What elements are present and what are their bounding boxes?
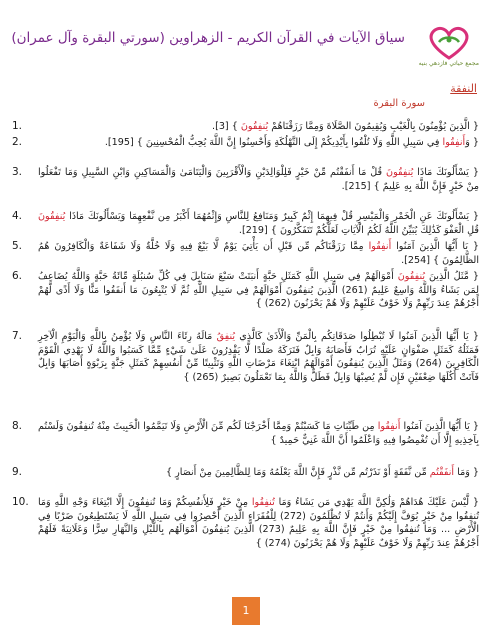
section-title: النفقة (450, 82, 477, 95)
surah-title: سورة البقرة (373, 98, 425, 109)
ayah-text (38, 496, 479, 550)
item-number: 2. (12, 136, 23, 148)
ayah-text-part: { يَا أَيُّهَا الَّذِينَ آمَنُوا لَا تُبْطِلُوا صَدَقَاتِكُم بِالْمَنِّ وَالْأَذَىٰ كَالَّذِي (235, 331, 479, 342)
ayah-text-part: مِن طَيِّبَاتِ مَا كَسَبْتُمْ وَمِمَّا أَخْرَجْنَا لَكُم مِّنَ الْأَرْضِ وَلَا تَيَمَّمُوا الْخَبِيثَ مِنْهُ تُنفِقُونَ وَلَسْتُم بِآخِذِيهِ إِلَّا أَن تُغْمِضُوا فِيهِ وَاعْلَمُوا أَنَّ اللَّهَ غَنِيٌّ حَمِيدٌ } (38, 421, 479, 446)
ayah-text-part: مَالَهُ رِئَاءَ النَّاسِ وَلَا يُؤْمِنُ بِاللَّهِ وَالْيَوْمِ الْآخِرِ فَمَثَلُهُ كَمَثَلِ صَفْوَانٍ عَلَيْهِ تُرَابٌ فَأَصَابَهُ وَابِلٌ فَتَرَكَهُ صَلْدًا لَّا يَقْدِرُونَ عَلَىٰ شَيْءٍ مِّمَّا كَسَبُوا وَاللَّهُ لَا يَهْدِي الْقَوْمَ الْكَافِرِينَ (264) وَمَثَلُ الَّذِينَ يُنفِقُونَ أَمْوَالَهُمُ ابْتِغَاءَ مَرْضَاتِ اللَّهِ وَتَثْبِيتًا مِّنْ أَنفُسِهِمْ كَمَثَلِ جَنَّةٍ بِرَبْوَةٍ أَصَابَهَا وَابِلٌ فَآتَتْ أُكُلَهَا ضِعْفَيْنِ فَإِن لَّمْ يُصِبْهَا وَابِلٌ فَطَلٌّ وَاللَّهُ بِمَا تَعْمَلُونَ بَصِيرٌ (265) } (38, 331, 479, 383)
ayah-text-part: } [3]. (212, 121, 241, 132)
highlighted-word: تُنفِقُوا (251, 497, 275, 508)
item-number: 7. (12, 330, 23, 342)
ayah-text-part: { يَا أَيُّهَا الَّذِينَ آمَنُوا (400, 421, 480, 432)
ayah-text (38, 240, 479, 267)
highlighted-word: يُنفِقُونَ (38, 211, 66, 222)
page-header (10, 22, 485, 67)
ayah-text-part: { يَسْأَلُونَكَ عَنِ الْخَمْرِ وَالْمَيْسِرِ قُلْ فِيهِمَا إِثْمٌ كَبِيرٌ وَمَنَافِعُ لِلنَّاسِ وَإِثْمُهُمَا أَكْبَرُ مِن نَّفْعِهِمَا وَيَسْأَلُونَكَ مَاذَا (65, 211, 479, 222)
ayah-text (38, 466, 479, 480)
item-number: 10. (12, 496, 29, 508)
ayah-text (38, 210, 479, 237)
ayah-text-part: أَمْوَالَهُمْ فِي سَبِيلِ اللَّهِ كَمَثَلِ حَبَّةٍ أَنبَتَتْ سَبْعَ سَنَابِلَ فِي كُلِّ سُنبُلَةٍ مِّائَةُ حَبَّةٍ وَاللَّهُ يُضَاعِفُ لِمَن يَشَاءُ وَاللَّهُ وَاسِعٌ عَلِيمٌ (261) الَّذِينَ يُنفِقُونَ أَمْوَالَهُمْ فِي سَبِيلِ اللَّهِ ثُمَّ لَا يُتْبِعُونَ مَا أَنفَقُوا مَنًّا وَلَا أَذًى لَّهُمْ أَجْرُهُمْ عِندَ رَبِّهِمْ وَلَا خَوْفٌ عَلَيْهِمْ وَلَا هُمْ يَحْزَنُونَ (262) } (38, 271, 479, 310)
ayah-text-part: { مَّثَلُ الَّذِينَ (425, 271, 479, 282)
ayah-text (38, 330, 479, 384)
ayah-text (38, 136, 479, 150)
highlighted-word: أَنفِقُوا (442, 137, 466, 148)
item-number: 5. (12, 240, 23, 252)
item-number: 6. (12, 270, 23, 282)
highlighted-word: أَنفَقْتُم (429, 467, 455, 478)
item-number: 8. (12, 420, 23, 432)
document-title: سياق الآيات في القرآن الكريم - الزهراوين (سورتي البقرة وآل عمران) (11, 30, 405, 46)
ayah-text-part: { وَمَا (454, 467, 479, 478)
ayah-text-part: { الَّذِينَ يُؤْمِنُونَ بِالْغَيْبِ وَيُقِيمُونَ الصَّلَاةَ وَمِمَّا رَزَقْنَاهُمْ (268, 121, 479, 132)
ayah-text-part: مِمَّا رَزَقْنَاكُم مِّن قَبْلِ أَن يَأْتِيَ يَوْمٌ لَّا بَيْعٌ فِيهِ وَلَا خُلَّةٌ وَلَا شَفَاعَةٌ وَالْكَافِرُونَ هُمُ الظَّالِمُونَ } [254]. (38, 241, 479, 266)
highlighted-word: يُنفِقُ (216, 331, 236, 342)
ayah-text-part: قُلِ الْعَفْوَ كَذَٰلِكَ يُبَيِّنُ اللَّهُ لَكُمُ الْآيَاتِ لَعَلَّكُمْ تَتَفَكَّرُونَ } [219]. (238, 224, 479, 236)
ayah-text-part: قُلْ مَا أَنفَقْتُم مِّنْ خَيْرٍ فَلِلْوَالِدَيْنِ وَالْأَقْرَبِينَ وَالْيَتَامَىٰ وَالْمَسَاكِينِ وَابْنِ السَّبِيلِ وَمَا تَفْعَلُوا مِنْ خَيْرٍ فَإِنَّ اللَّهَ بِهِ عَلِيمٌ } [215]. (38, 167, 479, 192)
ayah-text-part: مِنْ خَيْرٍ فَلِأَنفُسِكُمْ وَمَا تُنفِقُونَ إِلَّا ابْتِغَاءَ وَجْهِ اللَّهِ وَمَا تُنفِقُوا مِنْ خَيْرٍ يُوَفَّ إِلَيْكُمْ وَأَنتُمْ لَا تُظْلَمُونَ (272) لِلْفُقَرَاءِ الَّذِينَ أُحْصِرُوا فِي سَبِيلِ اللَّهِ لَا يَسْتَطِيعُونَ ضَرْبًا فِي الْأَرْضِ ... وَمَا تُنفِقُوا مِنْ خَيْرٍ فَإِنَّ اللَّهَ بِهِ عَلِيمٌ (273) الَّذِينَ يُنفِقُونَ أَمْوَالَهُم بِاللَّيْلِ وَالنَّهَارِ سِرًّا وَعَلَانِيَةً فَلَهُمْ أَجْرُهُمْ عِندَ رَبِّهِمْ وَلَا خَوْفٌ عَلَيْهِمْ وَلَا هُمْ يَحْزَنُونَ (274) } (38, 497, 479, 549)
ayah-text (38, 270, 479, 311)
ayah-text (38, 166, 479, 193)
ayah-text (38, 420, 479, 447)
item-number: 9. (12, 466, 23, 478)
highlighted-word: يُنفِقُونَ (397, 271, 426, 282)
ayah-text-part: { يَسْأَلُونَكَ مَاذَا (413, 167, 479, 178)
ayah-text-part: { وَ (465, 137, 479, 148)
ayah-text-part: { لَّيْسَ عَلَيْكَ هُدَاهُمْ وَلَٰكِنَّ اللَّهَ يَهْدِي مَن يَشَاءُ وَمَا (274, 497, 479, 508)
ayah-text-part: { يَا أَيُّهَا الَّذِينَ آمَنُوا (391, 241, 480, 252)
highlighted-word: أَنفِقُوا (368, 241, 392, 252)
item-number: 3. (12, 166, 23, 178)
item-number: 1. (12, 120, 23, 132)
ayah-text-part: مِّن نَّفَقَةٍ أَوْ نَذَرْتُم مِّن نَّذْرٍ فَإِنَّ اللَّهَ يَعْلَمُهُ وَمَا لِلظَّالِمِينَ مِنْ أَنصَارٍ } (165, 467, 430, 478)
highlighted-word: يُنفِقُونَ (386, 167, 414, 178)
item-number: 4. (12, 210, 23, 222)
highlighted-word: أَنفِقُوا (377, 421, 401, 432)
page-number: 1 (232, 597, 260, 625)
ayah-text (38, 120, 479, 134)
logo-caption: مجمع حياتي فازدهي بنيه (418, 60, 479, 67)
ayah-text-part: فِي سَبِيلِ اللَّهِ وَلَا تُلْقُوا بِأَيْدِيكُمْ إِلَى التَّهْلُكَةِ وَأَحْسِنُوا إِنَّ اللَّهَ يُحِبُّ الْمُحْسِنِينَ } [195]. (104, 137, 443, 148)
highlighted-word: يُنفِقُونَ (240, 121, 269, 132)
